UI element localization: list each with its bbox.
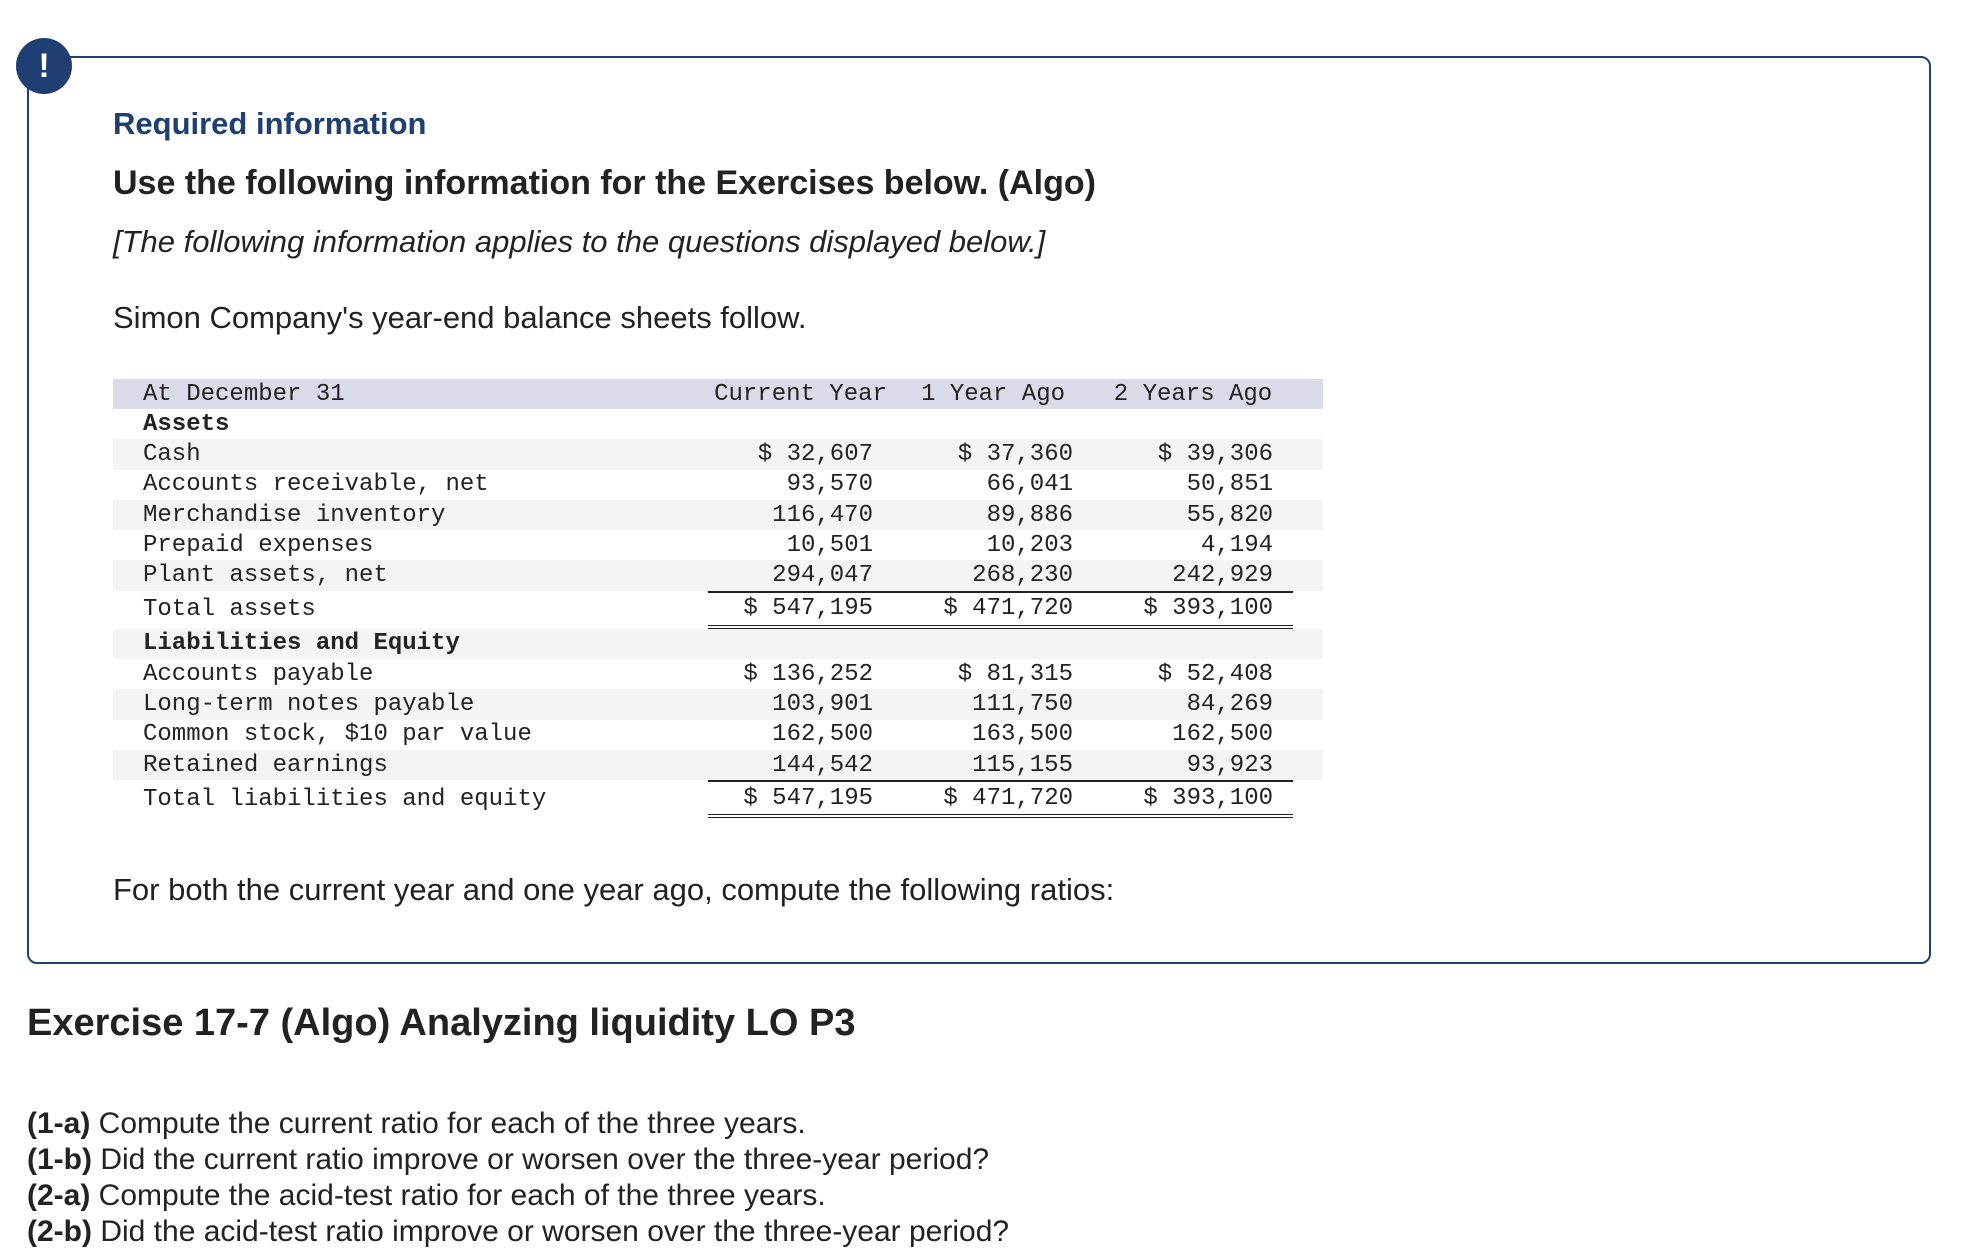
cell-current-year: 93,570	[786, 471, 873, 499]
row-label: Total assets	[143, 596, 316, 624]
cell-2-years-ago: 93,923	[1186, 751, 1273, 779]
header-current-year: Current Year	[714, 380, 887, 408]
table-row	[113, 689, 1323, 719]
cell-1-year-ago: $ 81,315	[957, 660, 1073, 688]
header-2-years-ago: 2 Years Ago	[1113, 380, 1273, 408]
row-label: Prepaid expenses	[143, 531, 374, 559]
table-row	[113, 530, 1323, 560]
row-label: Long-term notes payable	[143, 691, 475, 719]
row-label: Merchandise inventory	[143, 501, 446, 529]
table-row	[113, 720, 1323, 750]
table-row	[113, 659, 1323, 689]
cell-current-year: $ 547,195	[708, 591, 893, 629]
question-text: Compute the current ratio for each of the three years.	[90, 1107, 806, 1140]
cell-current-year: 144,542	[772, 751, 873, 779]
balance-sheet-intro: Simon Company's year-end balance sheets follow.	[113, 300, 807, 335]
cell-2-years-ago: $ 393,100	[1093, 591, 1293, 629]
assets-label: Assets	[143, 410, 230, 438]
cell-2-years-ago: $ 52,408	[1157, 660, 1273, 688]
table-row	[113, 560, 1323, 590]
cell-1-year-ago: $ 471,720	[893, 591, 1093, 629]
table-header-row	[113, 379, 1323, 409]
required-information-title: Required information	[113, 106, 427, 141]
alert-icon: !	[16, 38, 72, 94]
cell-2-years-ago: 162,500	[1172, 721, 1273, 749]
cell-current-year: 116,470	[772, 501, 873, 529]
question-2a	[27, 1178, 1009, 1214]
info-heading: Use the following information for the Exercises below. (Algo)	[113, 164, 1096, 202]
question-tag: (1-a)	[27, 1107, 91, 1140]
question-1a	[27, 1106, 1009, 1142]
row-label: Plant assets, net	[143, 562, 388, 590]
ratios-intro: For both the current year and one year ago, compute the following ratios:	[113, 872, 1115, 907]
row-label: Retained earnings	[143, 751, 388, 779]
cell-2-years-ago: $ 393,100	[1093, 780, 1293, 818]
question-tag: (2-a)	[27, 1179, 91, 1212]
cell-1-year-ago: 89,886	[986, 501, 1073, 529]
applies-note: [The following information applies to the questions displayed below.]	[113, 224, 1046, 259]
row-label: Accounts payable	[143, 660, 374, 688]
cell-current-year: 162,500	[772, 721, 873, 749]
cell-2-years-ago: 4,194	[1200, 531, 1273, 559]
row-label: Cash	[143, 440, 201, 468]
cell-1-year-ago: 163,500	[972, 721, 1073, 749]
cell-current-year: 294,047	[772, 562, 873, 590]
question-1b	[27, 1142, 1009, 1178]
header-1-year-ago: 1 Year Ago	[920, 380, 1066, 408]
row-label: Accounts receivable, net	[143, 471, 489, 499]
total-assets-row	[113, 591, 1323, 629]
question-text: Compute the acid-test ratio for each of the three years.	[90, 1179, 826, 1212]
balance-sheet-table	[113, 379, 1323, 818]
assets-section-row	[113, 409, 1323, 439]
question-tag: (2-b)	[27, 1215, 92, 1248]
cell-current-year: 10,501	[786, 531, 873, 559]
question-tag: (1-b)	[27, 1143, 92, 1176]
cell-2-years-ago: 55,820	[1186, 501, 1273, 529]
table-row	[113, 500, 1323, 530]
cell-1-year-ago: $ 37,360	[957, 440, 1073, 468]
header-at-december: At December 31	[143, 380, 345, 408]
cell-current-year: $ 547,195	[708, 780, 893, 818]
cell-1-year-ago: $ 471,720	[893, 780, 1093, 818]
exercise-title: Exercise 17-7 (Algo) Analyzing liquidity LO P3	[27, 1002, 856, 1044]
cell-1-year-ago: 115,155	[972, 751, 1073, 779]
cell-2-years-ago: 242,929	[1172, 562, 1273, 590]
total-liabilities-equity-row	[113, 780, 1323, 818]
row-label: Common stock, $10 par value	[143, 721, 532, 749]
cell-1-year-ago: 111,750	[972, 691, 1073, 719]
cell-2-years-ago: 50,851	[1186, 471, 1273, 499]
cell-current-year: $ 32,607	[757, 440, 873, 468]
question-list	[27, 1106, 1009, 1250]
question-text: Did the acid-test ratio improve or worsen over the three-year period?	[91, 1215, 1010, 1248]
cell-current-year: 103,901	[772, 691, 873, 719]
cell-1-year-ago: 10,203	[986, 531, 1073, 559]
table-row	[113, 750, 1323, 780]
liabilities-equity-label: Liabilities and Equity	[143, 630, 460, 658]
table-row	[113, 439, 1323, 469]
question-2b	[27, 1214, 1009, 1250]
row-label: Total liabilities and equity	[143, 785, 547, 813]
cell-1-year-ago: 66,041	[986, 471, 1073, 499]
cell-current-year: $ 136,252	[743, 660, 873, 688]
liabilities-equity-section-row	[113, 629, 1323, 659]
cell-2-years-ago: $ 39,306	[1157, 440, 1273, 468]
cell-1-year-ago: 268,230	[972, 562, 1073, 590]
cell-2-years-ago: 84,269	[1186, 691, 1273, 719]
question-text: Did the current ratio improve or worsen over the three-year period?	[91, 1143, 990, 1176]
table-row	[113, 470, 1323, 500]
